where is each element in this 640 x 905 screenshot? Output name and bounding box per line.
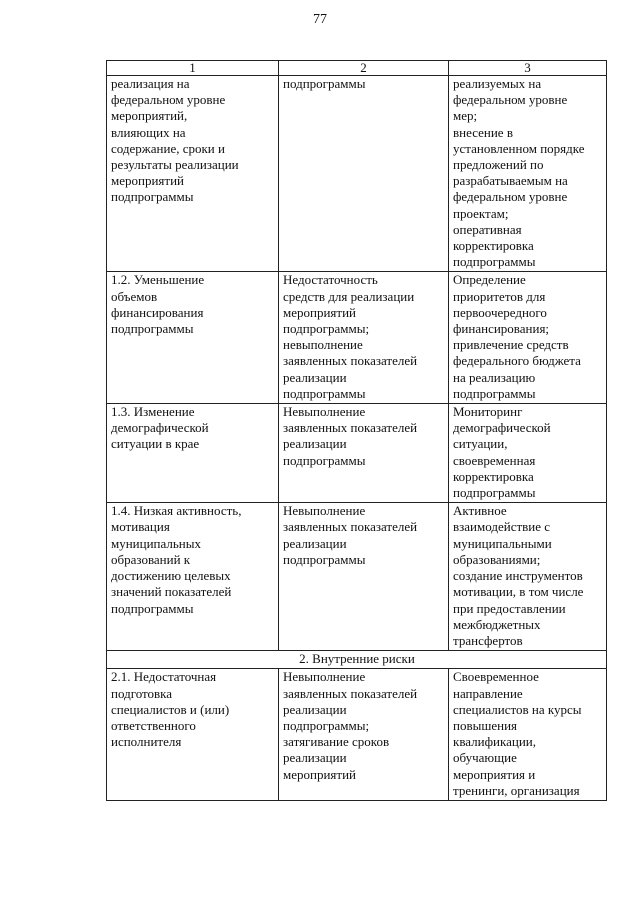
- table-header: [107, 61, 607, 76]
- cell-line: образованиями;: [453, 551, 541, 567]
- cell-line: ситуации в крае: [111, 436, 200, 452]
- table-cell: [279, 272, 449, 404]
- cell-line: Определение: [453, 272, 526, 288]
- table-cell: [279, 404, 449, 503]
- cell-line: муниципальных: [111, 535, 202, 551]
- table-cell: [107, 503, 279, 651]
- cell-line: разрабатываемым на: [453, 173, 568, 189]
- cell-line: заявленных показателей: [283, 519, 418, 535]
- cell-line: образований к: [111, 551, 191, 567]
- cell-line: 1.3. Изменение: [111, 404, 195, 420]
- cell-line: проектам;: [453, 205, 509, 221]
- cell-line: федеральном уровне: [111, 92, 226, 108]
- cell-line: обучающие: [453, 750, 517, 766]
- cell-line: реализуемых на: [453, 76, 542, 91]
- cell-line: Своевременное: [453, 669, 539, 685]
- risk-table: [106, 60, 607, 801]
- cell-line: создание инструментов: [453, 568, 583, 584]
- cell-line: корректировка: [453, 468, 534, 484]
- table-row: [107, 272, 607, 404]
- cell-line: федеральном уровне: [453, 189, 568, 205]
- cell-line: финансирования: [111, 304, 204, 320]
- cell-line: подпрограммы: [453, 485, 536, 501]
- cell-line: федерального бюджета: [453, 353, 581, 369]
- cell-line: Невыполнение: [283, 669, 366, 685]
- cell-line: первоочередного: [453, 304, 547, 320]
- table-cell: [449, 404, 607, 503]
- header-row: [107, 61, 607, 76]
- table-cell: [107, 272, 279, 404]
- table-row: [107, 503, 607, 651]
- table-cell: [449, 669, 607, 801]
- section-title: 2. Внутренние риски: [107, 651, 607, 669]
- cell-line: подпрограммы: [283, 551, 366, 567]
- cell-line: мероприятий: [283, 766, 356, 782]
- column-header: 3: [449, 61, 607, 76]
- cell-line: приоритетов для: [453, 288, 546, 304]
- cell-line: заявленных показателей: [283, 685, 418, 701]
- cell-line: специалистов на курсы: [453, 701, 582, 717]
- cell-line: подпрограммы: [111, 321, 194, 337]
- cell-line: подпрограммы: [111, 600, 194, 616]
- cell-line: реализации: [283, 535, 347, 551]
- cell-line: квалификации,: [453, 734, 537, 750]
- cell-line: подпрограммы: [453, 385, 536, 401]
- cell-line: ответственного: [111, 717, 196, 733]
- cell-line: мотивация: [111, 519, 170, 535]
- table-cell: [279, 503, 449, 651]
- cell-line: Активное: [453, 503, 507, 519]
- cell-line: своевременная: [453, 452, 536, 468]
- cell-line: 1.2. Уменьшение: [111, 272, 205, 288]
- cell-line: повышения: [453, 717, 518, 733]
- cell-line: достижению целевых: [111, 568, 231, 584]
- table-body-external-risks: [107, 76, 607, 651]
- cell-line: подпрограммы: [283, 452, 366, 468]
- cell-line: заявленных показателей: [283, 420, 418, 436]
- cell-line: финансирования;: [453, 321, 550, 337]
- table-cell: [449, 503, 607, 651]
- table-section: [107, 651, 607, 669]
- cell-line: направление: [453, 685, 523, 701]
- cell-line: мер;: [453, 108, 478, 124]
- column-header: 1: [107, 61, 279, 76]
- cell-line: на реализацию: [453, 369, 536, 385]
- cell-line: корректировка: [453, 238, 534, 254]
- section-row: [107, 651, 607, 669]
- table-row: [107, 76, 607, 272]
- cell-line: специалистов и (или): [111, 701, 230, 717]
- cell-line: подпрограммы: [111, 189, 194, 205]
- cell-line: демографической: [453, 420, 551, 436]
- cell-line: мотивации, в том числе: [453, 584, 584, 600]
- table-cell: [107, 404, 279, 503]
- cell-line: Невыполнение: [283, 503, 366, 519]
- cell-line: трансфертов: [453, 632, 523, 648]
- table-body-internal-risks: [107, 669, 607, 801]
- cell-line: затягивание сроков: [283, 734, 390, 750]
- table-cell: [449, 76, 607, 272]
- cell-line: влияющих на: [111, 124, 186, 140]
- cell-line: подпрограммы: [283, 385, 366, 401]
- cell-line: привлечение средств: [453, 337, 569, 353]
- cell-line: реализации: [283, 436, 347, 452]
- cell-line: подпрограммы: [453, 254, 536, 270]
- cell-line: внесение в: [453, 124, 513, 140]
- cell-line: подпрограммы;: [283, 717, 370, 733]
- page-number: 77: [313, 12, 327, 27]
- table-cell: [279, 669, 449, 801]
- cell-line: значений показателей: [111, 584, 232, 600]
- cell-line: результаты реализации: [111, 157, 239, 173]
- cell-line: средств для реализации: [283, 288, 415, 304]
- cell-line: предложений по: [453, 157, 544, 173]
- cell-line: межбюджетных: [453, 616, 541, 632]
- cell-line: федеральном уровне: [453, 92, 568, 108]
- cell-line: ситуации,: [453, 436, 508, 452]
- cell-line: подпрограммы;: [283, 321, 370, 337]
- cell-line: мероприятий: [283, 304, 356, 320]
- cell-line: содержание, сроки и: [111, 140, 225, 156]
- table-row: [107, 404, 607, 503]
- cell-line: 1.4. Низкая активность,: [111, 503, 242, 519]
- table-cell: [107, 669, 279, 801]
- cell-line: мероприятий,: [111, 108, 188, 124]
- table-cell: [279, 76, 449, 272]
- cell-line: реализации: [283, 369, 347, 385]
- cell-line: объемов: [111, 288, 158, 304]
- cell-line: Недостаточность: [283, 272, 378, 288]
- cell-line: подпрограммы: [283, 76, 366, 91]
- column-header: 2: [279, 61, 449, 76]
- cell-line: заявленных показателей: [283, 353, 418, 369]
- cell-line: муниципальными: [453, 535, 552, 551]
- table-row: [107, 669, 607, 801]
- cell-line: подготовка: [111, 685, 173, 701]
- cell-line: реализация на: [111, 76, 190, 91]
- cell-line: мероприятия и: [453, 766, 536, 782]
- table-cell: [107, 76, 279, 272]
- cell-line: реализации: [283, 750, 347, 766]
- cell-line: реализации: [283, 701, 347, 717]
- cell-line: невыполнение: [283, 337, 363, 353]
- cell-line: тренинги, организация: [453, 782, 580, 798]
- cell-line: 2.1. Недостаточная: [111, 669, 217, 685]
- cell-line: при предоставлении: [453, 600, 566, 616]
- cell-line: взаимодействие с: [453, 519, 551, 535]
- cell-line: демографической: [111, 420, 209, 436]
- cell-line: исполнителя: [111, 734, 182, 750]
- cell-line: Мониторинг: [453, 404, 523, 420]
- cell-line: оперативная: [453, 221, 522, 237]
- table-cell: [449, 272, 607, 404]
- cell-line: мероприятий: [111, 173, 184, 189]
- cell-line: Невыполнение: [283, 404, 366, 420]
- cell-line: установленном порядке: [453, 140, 585, 156]
